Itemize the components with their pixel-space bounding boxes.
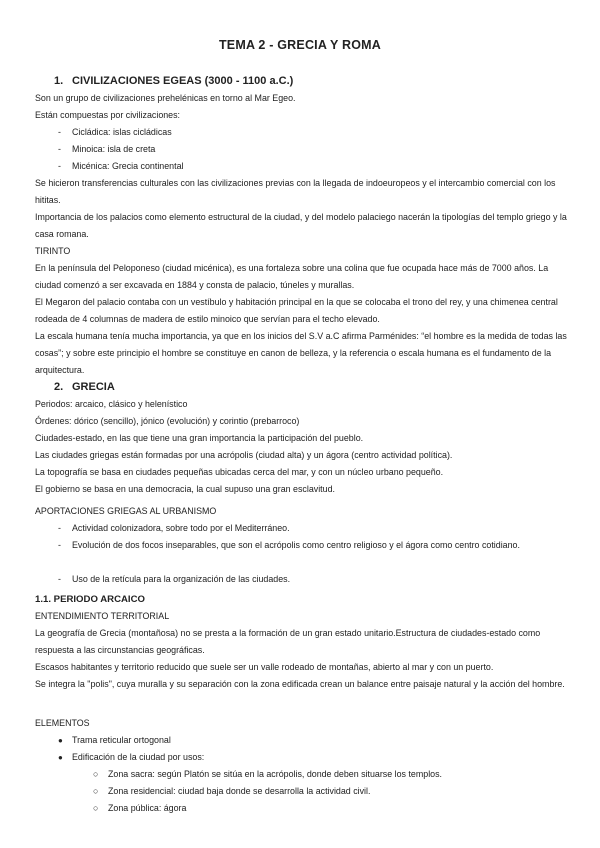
tirinto-paragraph: La escala humana tenía mucha importancia, ya que en los inicios del S.V a.C afirma Parménides: “el hombre es la medida de todas las cosas”; y sobre este principio el hombre se constituye en canon de belleza, y la referencia o escala humana es el fundamento de la arquitectura. — [35, 331, 567, 375]
s2-line: La topografía se basa en ciudades pequeñas ubicadas cerca del mar, y con un núcleo urbano pequeño. — [35, 467, 444, 477]
dash-marker: - — [58, 540, 61, 550]
s2-line: Periodos: arcaico, clásico y helenístico — [35, 399, 188, 409]
list-item: Cicládica: islas cicládicas — [72, 127, 172, 137]
bullet-item: Edificación de la ciudad por usos: — [72, 752, 205, 762]
tirinto-heading: TIRINTO — [35, 246, 71, 256]
aportaciones-heading: APORTACIONES GRIEGAS AL URBANISMO — [35, 506, 217, 516]
sub-bullet-item: Zona sacra: según Platón se sitúa en la acrópolis, donde deben situarse los templos. — [108, 769, 442, 779]
list-item: Micénica: Grecia continental — [72, 161, 184, 171]
dash-marker: - — [58, 574, 61, 584]
s2-line: Ciudades-estado, en las que tiene una gran importancia la participación del pueblo. — [35, 433, 364, 443]
list-item: Evolución de dos focos inseparables, que son el acrópolis como centro religioso y el ágora como centro cotidiano. — [72, 540, 520, 550]
bullet-marker: ● — [58, 736, 63, 745]
s11-paragraph: Escasos habitantes y territorio reducido que suele ser un valle rodeado de montañas, abierto al mar y con un puerto. — [35, 662, 494, 672]
sub-bullet-item: Zona pública: ágora — [108, 803, 187, 813]
s11-paragraph: Se integra la "polis", cuya muralla y su separación con la zona edificada crean un balance entre paisaje natural y la acción del hombre. — [35, 679, 565, 689]
s2-line: El gobierno se basa en una democracia, la cual supuso una gran esclavitud. — [35, 484, 335, 494]
list-item: Minoica: isla de creta — [72, 144, 156, 154]
sub-bullet-item: Zona residencial: ciudad baja donde se desarrolla la actividad civil. — [108, 786, 371, 796]
s1-compuestas: Están compuestas por civilizaciones: — [35, 110, 181, 120]
entendimiento-heading: ENTENDIMIENTO TERRITORIAL — [35, 611, 170, 621]
s1-paragraph: Importancia de los palacios como elemento estructural de la ciudad, y del modelo palaciego nacerán la tipologías del templo griego y la casa romana. — [35, 212, 567, 239]
s11-paragraph: La geografía de Grecia (montañosa) no se presta a la formación de un gran estado unitario.Estructura de ciudades-estado como respuesta a las circunstancias geográficas. — [35, 628, 541, 655]
section-2-heading — [54, 381, 115, 393]
document-title: TEMA 2 - GRECIA Y ROMA — [218, 38, 382, 52]
section-1-1-heading: 1.1. PERIODO ARCAICO — [35, 594, 145, 605]
section-2-title: GRECIA — [72, 381, 115, 393]
section-1-heading — [54, 75, 293, 87]
list-item: Uso de la retícula para la organización de las ciudades. — [72, 574, 291, 584]
dash-marker: - — [58, 523, 61, 533]
dash-marker: - — [58, 127, 61, 137]
s1-intro: Son un grupo de civilizaciones prehelénicas en torno al Mar Egeo. — [35, 93, 296, 103]
circle-marker: ○ — [93, 786, 99, 796]
dash-marker: - — [58, 161, 61, 171]
tirinto-paragraph: En la península del Peloponeso (ciudad micénica), es una fortaleza sobre una colina que fue ocupada hace más de 7000 años. La ciudad comenzó a ser excavada en 1884 y consta de palacio, túneles y murallas. — [35, 263, 549, 290]
bullet-item: Trama reticular ortogonal — [72, 735, 171, 745]
dash-marker: - — [58, 144, 61, 154]
s2-line: Órdenes: dórico (sencillo), jónico (evolución) y corintio (prebarroco) — [35, 416, 300, 426]
list-item: Actividad colonizadora, sobre todo por el Mediterráneo. — [72, 523, 290, 533]
circle-marker: ○ — [93, 803, 99, 813]
section-1-number: 1. — [54, 75, 64, 87]
elementos-heading: ELEMENTOS — [35, 718, 90, 728]
tirinto-paragraph: El Megaron del palacio contaba con un vestíbulo y habitación principal en la que se colocaba el trono del rey, y una chimenea central rodeada de 4 columnas de madera de estilo minoico que servían para el techo elevado. — [35, 297, 558, 324]
section-1-title: CIVILIZACIONES EGEAS (3000 - 1100 a.C.) — [72, 75, 294, 87]
bullet-marker: ● — [58, 753, 63, 762]
s2-line: Las ciudades griegas están formadas por una acrópolis (ciudad alta) y un ágora (centro actividad política). — [35, 450, 453, 460]
s1-paragraph: Se hicieron transferencias culturales con las civilizaciones previas con la llegada de indoeuropeos y el intercambio comercial con los hititas. — [35, 178, 556, 205]
section-2-number: 2. — [54, 381, 64, 393]
circle-marker: ○ — [93, 769, 99, 779]
